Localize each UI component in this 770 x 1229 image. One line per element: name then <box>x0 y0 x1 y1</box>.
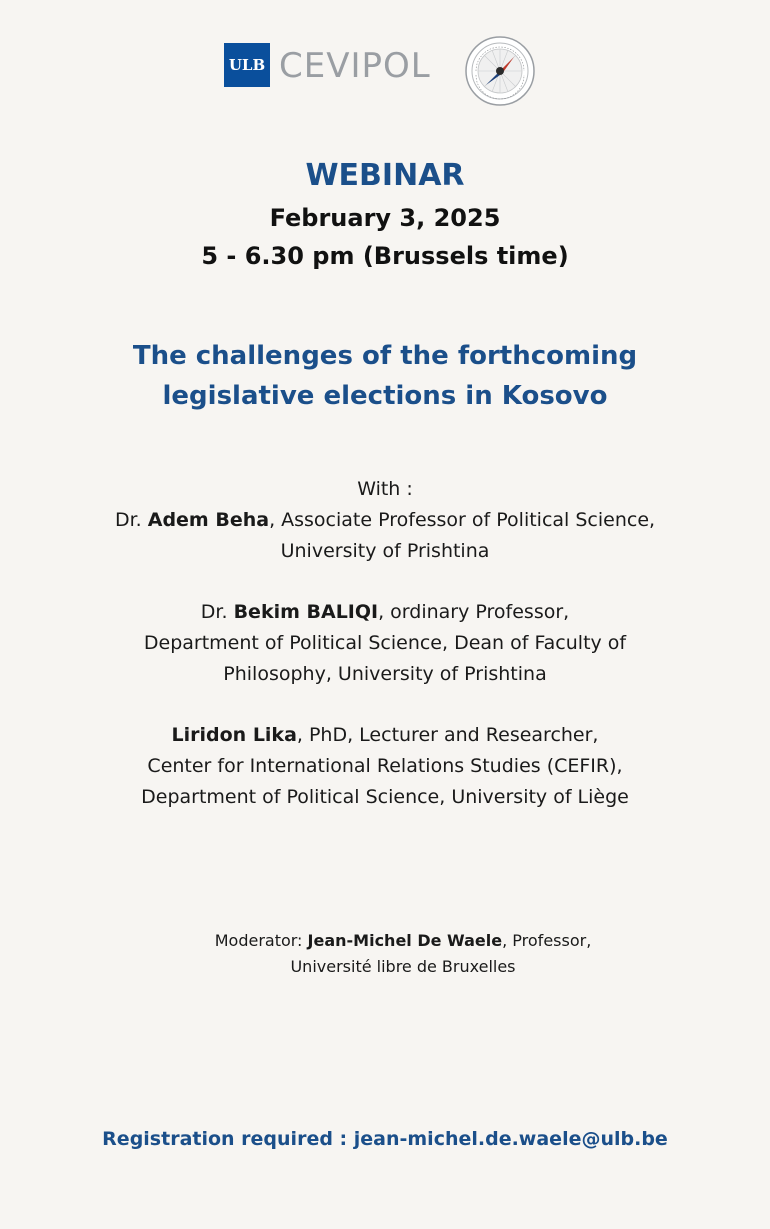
speaker-1-line-2: University of Prishtina <box>280 540 490 562</box>
speakers-intro: With : <box>357 478 413 500</box>
speaker-1-name: Adem Beha <box>147 509 270 531</box>
moderator-role: , Professor, <box>502 931 592 950</box>
speaker-3-name: Liridon Lika <box>171 724 297 746</box>
title-line-2: legislative elections in Kosovo <box>162 381 608 411</box>
moderator-section <box>18 928 770 980</box>
webinar-heading: WEBINAR <box>305 158 465 193</box>
speaker-3-role: , PhD, Lecturer and Researcher, <box>296 724 599 746</box>
speaker-1-role: , Associate Professor of Political Science, <box>269 509 656 531</box>
speaker-2-line-2: Department of Political Science, Dean of Faculty of <box>143 632 627 654</box>
cevipol-logo: CEVIPOL <box>279 46 431 86</box>
speaker-2-role: , ordinary Professor, <box>378 601 570 623</box>
speakers-section <box>0 474 770 813</box>
registration-notice: Registration required : jean-michel.de.waele@ulb.be <box>102 1128 668 1150</box>
moderator-line-2: Université libre de Bruxelles <box>290 957 516 976</box>
speaker-2-name: Bekim BALIQI <box>233 601 379 623</box>
speaker-2-line-3: Philosophy, University of Prishtina <box>223 663 547 685</box>
speaker-3-line-2: Center for International Relations Studies (CEFIR), <box>147 755 623 777</box>
event-time: 5 - 6.30 pm (Brussels time) <box>201 242 569 270</box>
university-seal-icon <box>464 35 536 107</box>
spacer <box>0 567 770 597</box>
speaker-3-line-3: Department of Political Science, University of Liège <box>141 786 629 808</box>
moderator-name: Jean-Michel De Waele <box>307 931 503 950</box>
logo-row <box>0 38 770 98</box>
title-line-1: The challenges of the forthcoming <box>132 341 638 371</box>
ulb-logo: ULB <box>224 43 270 87</box>
speaker-2-prefix: Dr. <box>200 601 234 623</box>
speaker-1-line-1 <box>0 505 770 536</box>
speaker-2-line-1 <box>0 597 770 628</box>
event-date: February 3, 2025 <box>269 204 501 232</box>
moderator-line-1 <box>18 928 770 954</box>
moderator-label: Moderator: <box>214 931 308 950</box>
spacer <box>0 690 770 720</box>
speaker-3-line-1 <box>0 720 770 751</box>
speaker-1-prefix: Dr. <box>114 509 148 531</box>
event-title <box>0 336 770 416</box>
